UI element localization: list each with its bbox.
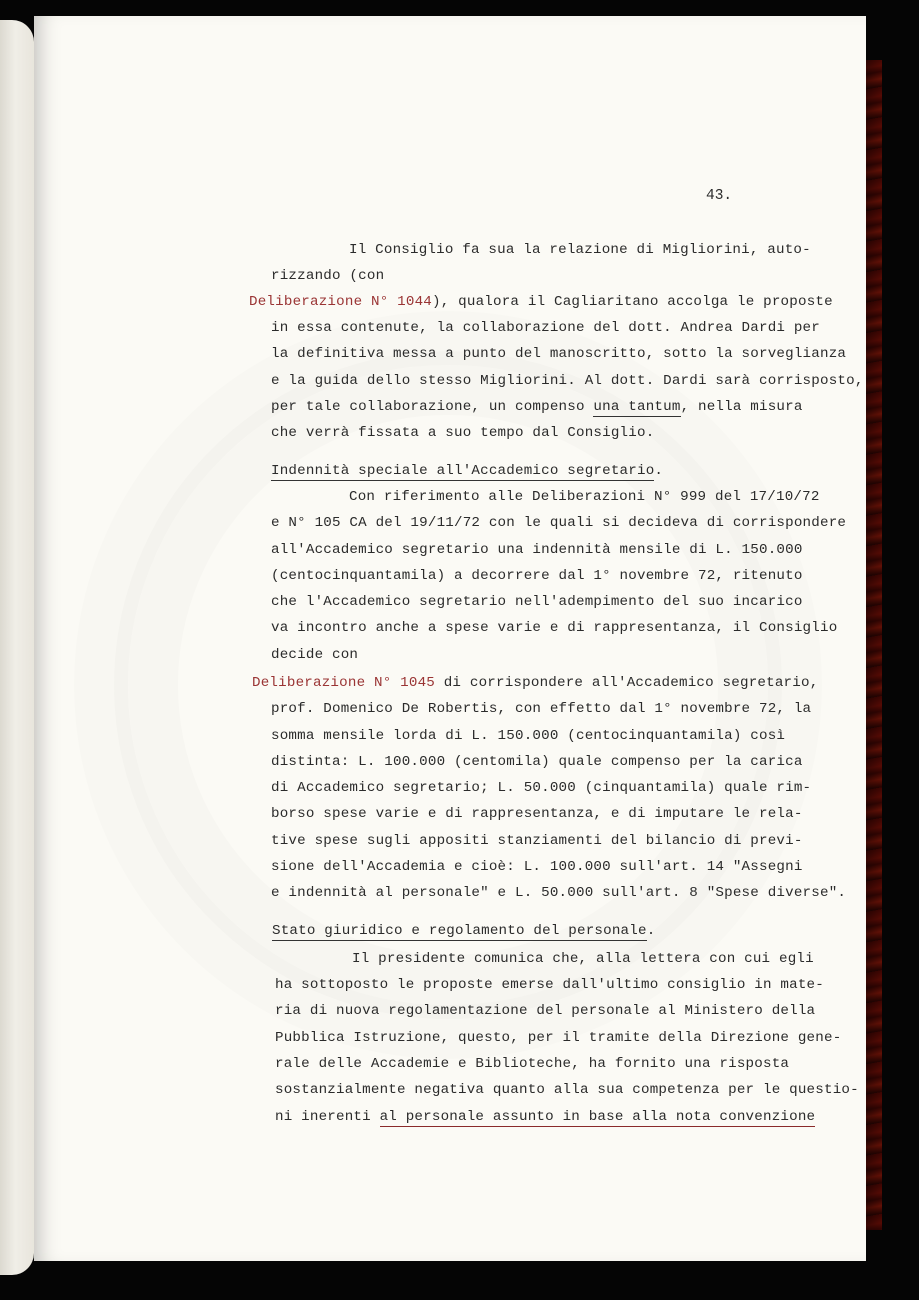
section-heading: Indennità speciale all'Accademico segretario. bbox=[271, 463, 664, 479]
text-line: ria di nuova regolamentazione del personale al Ministero della bbox=[275, 1003, 816, 1019]
text-line: e indennità al personale" e L. 50.000 sull'art. 8 "Spese diverse". bbox=[271, 885, 847, 901]
deliberation-reference: Deliberazione N° 1044 bbox=[249, 294, 432, 310]
facing-page-edge bbox=[0, 20, 34, 1275]
text-line: Il presidente comunica che, alla lettera con cui egli bbox=[352, 951, 814, 967]
text-line: ha sottoposto le proposte emerse dall'ultimo consiglio in mate- bbox=[275, 977, 824, 993]
text-line: la definitiva messa a punto del manoscritto, sotto la sorveglianza bbox=[271, 346, 847, 362]
text-line: distinta: L. 100.000 (centomila) quale compenso per la carica bbox=[271, 754, 803, 770]
text-line: sostanzialmente negativa quanto alla sua competenza per le questio- bbox=[275, 1082, 859, 1098]
text-line: che verrà fissata a suo tempo dal Consiglio. bbox=[271, 425, 655, 441]
document-page bbox=[34, 16, 866, 1261]
text-line: sione dell'Accademia e cioè: L. 100.000 sull'art. 14 "Assegni bbox=[271, 859, 803, 875]
text-line: rizzando (con bbox=[271, 268, 385, 284]
text-line: borso spese varie e di rappresentanza, e di imputare le rela- bbox=[271, 806, 803, 822]
text-line: (centocinquantamila) a decorrere dal 1° novembre 72, ritenuto bbox=[271, 568, 803, 584]
text-line: somma mensile lorda di L. 150.000 (centocinquantamila) così bbox=[271, 728, 786, 744]
deliberation-reference: Deliberazione N° 1045 bbox=[252, 675, 435, 691]
underlined-phrase: una tantum bbox=[593, 399, 681, 415]
text-line: per tale collaborazione, un compenso una tantum, nella misura bbox=[271, 399, 803, 415]
text-line: Deliberazione N° 1044), qualora il Cagliaritano accolga le proposte bbox=[249, 294, 833, 310]
text-line: e la guida dello stesso Migliorini. Al dott. Dardi sarà corrisposto, bbox=[271, 373, 864, 389]
text-line: di Accademico segretario; L. 50.000 (cinquantamila) quale rim- bbox=[271, 780, 812, 796]
section-heading: Stato giuridico e regolamento del personale. bbox=[272, 923, 656, 939]
underlined-phrase: al personale assunto in base alla nota convenzione bbox=[379, 1109, 816, 1125]
text-line: rale delle Accademie e Biblioteche, ha fornito una risposta bbox=[275, 1056, 790, 1072]
text-line: prof. Domenico De Robertis, con effetto dal 1° novembre 72, la bbox=[271, 701, 812, 717]
text-line: Il Consiglio fa sua la relazione di Migliorini, auto- bbox=[349, 242, 811, 258]
text-line: e N° 105 CA del 19/11/72 con le quali si decideva di corrispondere bbox=[271, 515, 847, 531]
text-line: Con riferimento alle Deliberazioni N° 999 del 17/10/72 bbox=[349, 489, 820, 505]
text-line: decide con bbox=[271, 647, 359, 663]
text-line: all'Accademico segretario una indennità mensile di L. 150.000 bbox=[271, 542, 803, 558]
text-line: in essa contenute, la collaborazione del dott. Andrea Dardi per bbox=[271, 320, 820, 336]
page-number: 43. bbox=[706, 188, 733, 204]
text-line: ni inerenti al personale assunto in base alla nota convenzione bbox=[275, 1109, 816, 1125]
text-line: Deliberazione N° 1045 di corrispondere all'Accademico segretario, bbox=[252, 675, 819, 691]
text-line: va incontro anche a spese varie e di rappresentanza, il Consiglio bbox=[271, 620, 838, 636]
text-line: Pubblica Istruzione, questo, per il tramite della Direzione gene- bbox=[275, 1030, 842, 1046]
text-line: tive spese sugli appositi stanziamenti del bilancio di previ- bbox=[271, 833, 803, 849]
text-line: che l'Accademico segretario nell'adempimento del suo incarico bbox=[271, 594, 803, 610]
